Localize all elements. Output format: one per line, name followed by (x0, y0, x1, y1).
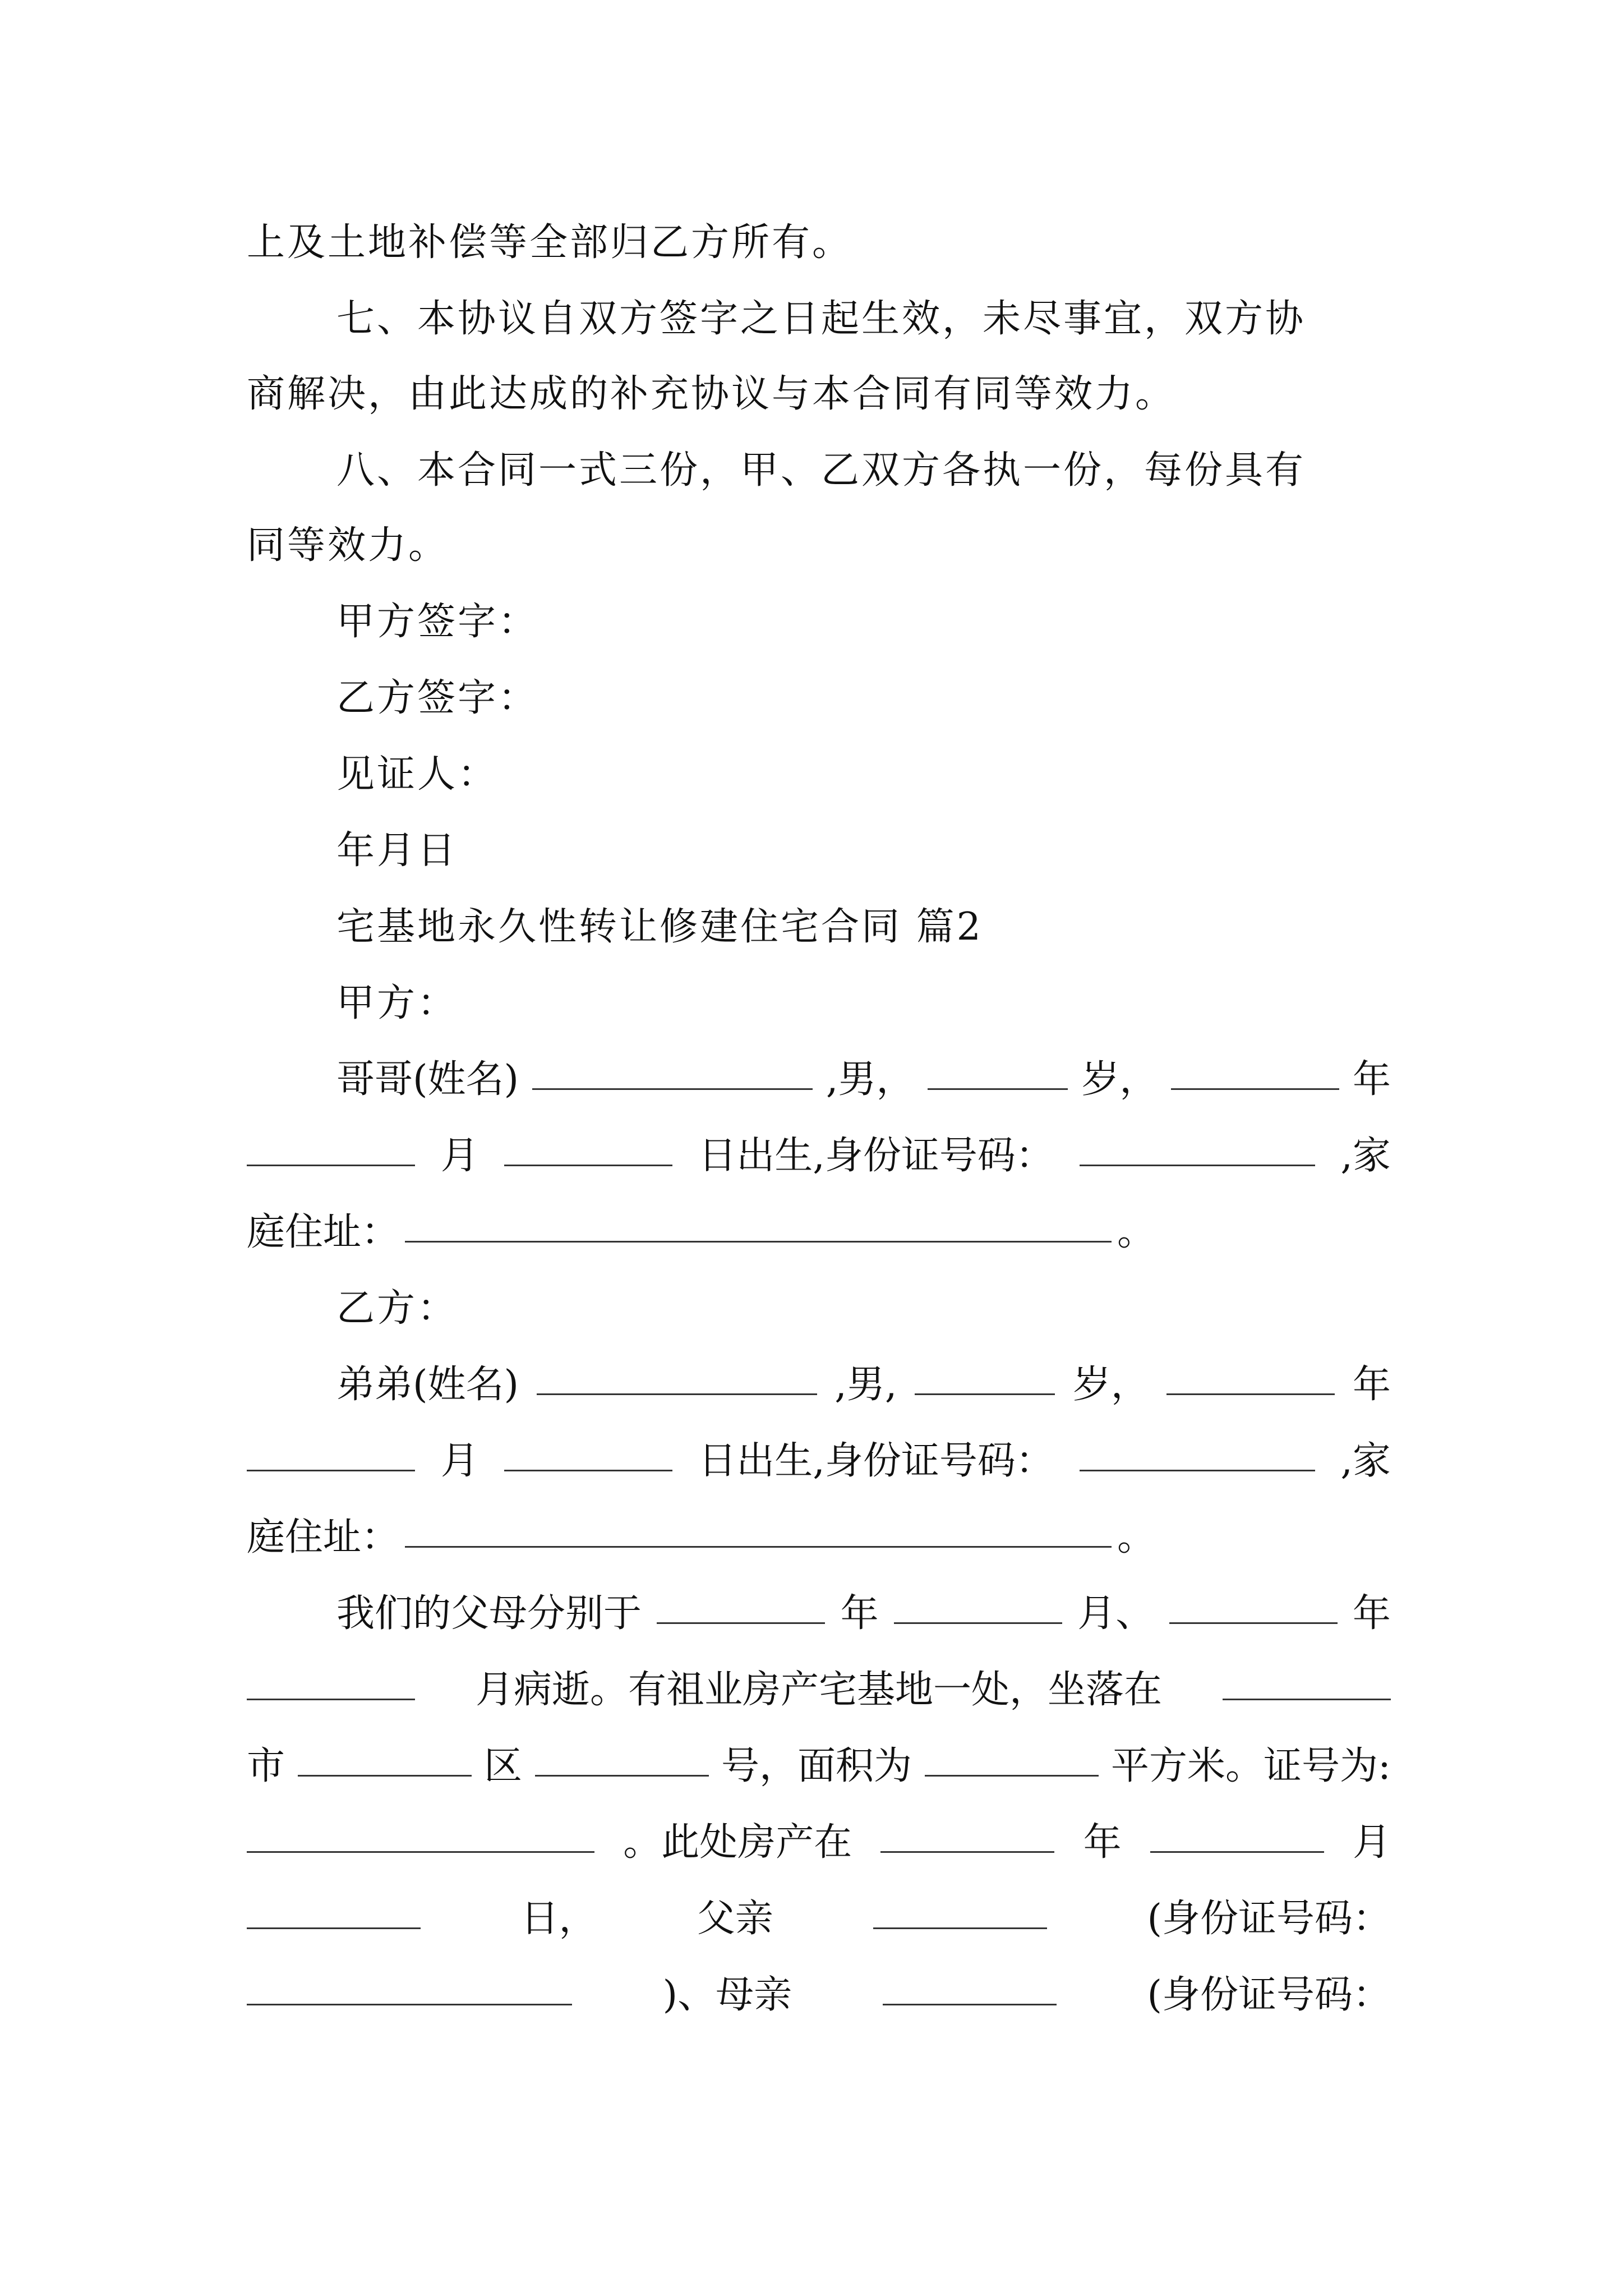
address-label: 庭住址： (247, 1515, 400, 1559)
party-b-birth-line (247, 1430, 1391, 1492)
father-text: 父亲 (697, 1897, 773, 1941)
party-a-address-line (247, 1202, 1391, 1263)
month-blank (247, 1430, 415, 1471)
address-end: 。 (1117, 1515, 1156, 1559)
section-title: 宅基地永久性转让修建住宅合同 篇2 (336, 905, 983, 949)
day-blank (247, 1888, 421, 1929)
party-b-address-line (247, 1507, 1391, 1568)
year-blank (880, 1812, 1054, 1853)
father-id-blank (247, 1964, 572, 2005)
age-blank (915, 1354, 1055, 1395)
party-a-birth-line (247, 1125, 1391, 1187)
id-blank (1080, 1125, 1315, 1166)
cert-blank (247, 1812, 594, 1853)
home-prefix: ,家 (1340, 1134, 1391, 1178)
home-prefix: ,家 (1340, 1439, 1391, 1483)
month-blank (247, 1659, 415, 1700)
year-blank (1169, 1583, 1338, 1624)
number-area-text: 号，面积为 (721, 1744, 912, 1788)
party-a-label: 甲方： (336, 981, 458, 1025)
parents-line-3 (247, 1736, 1391, 1797)
property-in-text: 。此处房产在 (623, 1820, 852, 1865)
paragraph-line: 商解决，由此达成的补充协议与本合同有同等效力。 (247, 372, 1176, 416)
year-text: 年 (1352, 1591, 1391, 1636)
area-blank (925, 1736, 1099, 1777)
address-blank (405, 1202, 1112, 1243)
year-blank (1171, 1049, 1339, 1090)
year-text: 年 (1352, 1057, 1391, 1102)
city-blank (298, 1736, 472, 1777)
paragraph-line: 同等效力。 (247, 523, 449, 568)
id-open-text: (身份证号码： (1147, 1973, 1391, 2017)
id-open-text: (身份证号码： (1147, 1897, 1391, 1941)
male-text: ,男, (834, 1363, 897, 1407)
year-text: 年 (840, 1591, 879, 1636)
name-blank (532, 1049, 813, 1090)
birth-id-text: 日出生,身份证号码： (698, 1439, 1054, 1483)
address-label: 庭住址： (247, 1210, 400, 1254)
party-b-signature-label: 乙方签字： (336, 676, 539, 720)
year-blank (657, 1583, 825, 1624)
male-text: ,男， (826, 1057, 915, 1102)
parents-intro: 我们的父母分别于 (336, 1591, 642, 1636)
parents-line-5 (247, 1888, 1391, 1950)
close-mother-text: )、母亲 (662, 1973, 792, 2017)
parents-line-1 (336, 1583, 1391, 1645)
party-b-label: 乙方： (336, 1286, 458, 1331)
witness-label: 见证人： (336, 752, 499, 797)
location-blank (1223, 1659, 1391, 1700)
month-text: 月 (1352, 1820, 1391, 1865)
age-text: 岁， (1072, 1363, 1149, 1407)
month-blank (894, 1583, 1062, 1624)
district-blank (535, 1736, 709, 1777)
day-text: 日， (520, 1897, 597, 1941)
sqm-cert-text: 平方米。证号为: (1111, 1744, 1391, 1788)
name-label: 弟弟(姓名) (336, 1363, 519, 1407)
year-blank (1166, 1354, 1335, 1395)
address-blank (405, 1507, 1112, 1548)
month-blank (247, 1125, 415, 1166)
month-text: 月 (440, 1134, 479, 1178)
parents-location-text: 月病逝。有祖业房产宅基地一处，坐落在 (475, 1668, 1162, 1712)
father-blank (873, 1888, 1047, 1929)
address-end: 。 (1117, 1210, 1156, 1254)
parents-line-2 (247, 1659, 1391, 1721)
mother-blank (883, 1964, 1057, 2005)
day-blank (504, 1125, 672, 1166)
month-text: 月 (440, 1439, 479, 1483)
date-label: 年月日 (336, 829, 458, 873)
month-sep-text: 月、 (1077, 1591, 1154, 1636)
city-text: 市 (247, 1744, 285, 1788)
district-text: 区 (484, 1744, 523, 1788)
age-text: 岁， (1081, 1057, 1158, 1102)
clause-eight: 八、本合同一式三份，甲、乙双方各执一份，每份具有 (336, 448, 1306, 493)
name-label: 哥哥(姓名) (336, 1057, 519, 1102)
party-a-name-line (336, 1049, 1391, 1111)
parents-line-6 (247, 1964, 1391, 2026)
id-blank (1080, 1430, 1315, 1471)
parents-line-4 (247, 1812, 1391, 1874)
year-text: 年 (1352, 1363, 1391, 1407)
name-blank (537, 1354, 817, 1395)
month-blank (1150, 1812, 1324, 1853)
day-blank (504, 1430, 672, 1471)
party-b-name-line (336, 1354, 1391, 1416)
clause-seven: 七、本协议自双方签字之日起生效，未尽事宜，双方协 (336, 297, 1306, 341)
year-text: 年 (1083, 1820, 1122, 1865)
party-a-signature-label: 甲方签字： (336, 600, 539, 644)
age-blank (928, 1049, 1068, 1090)
birth-id-text: 日出生,身份证号码： (698, 1134, 1054, 1178)
paragraph-line: 上及土地补偿等全部归乙方所有。 (247, 220, 853, 265)
